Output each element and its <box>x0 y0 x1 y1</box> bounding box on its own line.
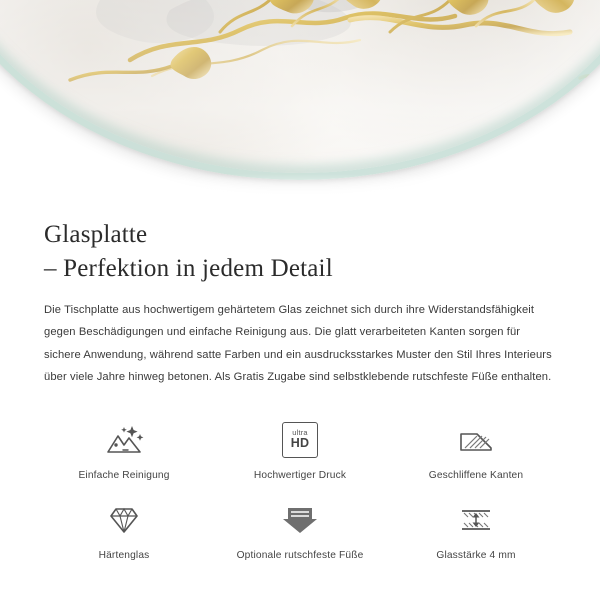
diamond-tempered-glass-icon <box>103 497 145 543</box>
polished-edges-icon <box>455 417 497 463</box>
ultra-hd-badge-top: ultra <box>292 428 308 438</box>
feature-label: Optionale rutschfeste Füße <box>236 549 364 561</box>
ultra-hd-badge-bottom: HD <box>290 436 310 451</box>
feature-item-hd-print <box>212 411 388 485</box>
headline-line-1: Glasplatte <box>44 221 148 248</box>
marble-gold-pattern <box>0 0 600 180</box>
feature-label: Hochwertiger Druck <box>253 469 347 481</box>
anti-slip-feet-icon <box>279 497 321 543</box>
page-title <box>44 218 556 285</box>
feature-label: Geschliffene Kanten <box>428 469 524 481</box>
feature-label: Härtenglas <box>98 549 150 561</box>
feature-item-anti-slip-feet <box>212 491 388 565</box>
text-content <box>0 200 600 389</box>
glass-plate-surface <box>0 0 600 180</box>
feature-label: Einfache Reinigung <box>78 469 170 481</box>
feature-grid <box>0 411 600 565</box>
feature-item-glass-thickness <box>388 491 564 565</box>
feature-item-polished-edges <box>388 411 564 485</box>
ultra-hd-print-icon <box>282 417 318 463</box>
feature-label: Glasstärke 4 mm <box>436 549 516 561</box>
glass-thickness-icon <box>455 497 497 543</box>
hero-image <box>0 0 600 200</box>
sparkle-cleaning-icon <box>102 417 146 463</box>
feature-item-easy-cleaning <box>36 411 212 485</box>
feature-item-tempered-glass <box>36 491 212 565</box>
body-paragraph: Die Tischplatte aus hochwertigem gehärtetem Glas zeichnet sich durch ihre Widerstandsfähigkeit gegen Beschädigungen und einfache Reinigung aus. Die glatt verarbeiteten Kanten sorgen für sichere Anwendung, während satte Farben und ein ausdrucksstarkes Muster den Stil Ihres Interieurs über viele Jahre hinweg betonen. Als Gratis Zugabe sind selbstklebende rutschfeste Füße enthalten. <box>44 304 552 384</box>
headline-line-2: – Perfektion in jedem Detail <box>44 254 333 282</box>
